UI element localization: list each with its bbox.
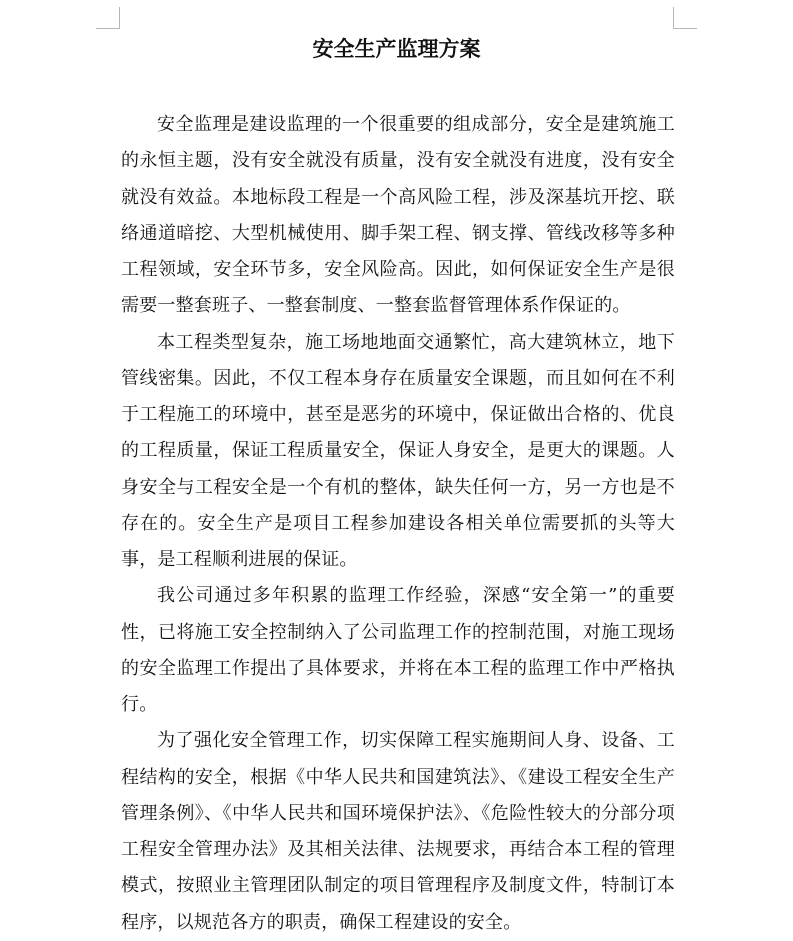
page-corner-mark-top-left bbox=[96, 7, 120, 29]
paragraph-4: 为了强化安全管理工作，切实保障工程实施期间人身、设备、工程结构的安全，根据《中华人民共和国建筑法》、《建设工程安全生产管理条例》、《中华人民共和国环境保护法》、《危险性较大的分部分项工程安全管理办法》及其相关法律、法规要求，再结合本工程的管理模式，按照业主管理团队制定的项目管理程序及制度文件，特制订本程序，以规范各方的职责，确保工程建设的安全。 bbox=[121, 730, 675, 933]
page-corner-mark-top-right bbox=[673, 7, 697, 29]
paragraph-1: 安全监理是建设监理的一个很重要的组成部分，安全是建筑施工的永恒主题，没有安全就没有质量，没有安全就没有进度，没有安全就没有效益。本地标段工程是一个高风险工程，涉及深基坑开挖、联络通道暗挖、大型机械使用、脚手架工程、钢支撑、管线改移等多种工程领域，安全环节多，安全风险高。因此，如何保证安全生产是很需要一整套班子、一整套制度、一整套监督管理体系作保证的。 bbox=[121, 114, 675, 317]
page-title: 安全生产监理方案 bbox=[312, 37, 481, 61]
paragraph-2: 本工程类型复杂，施工场地地面交通繁忙，高大建筑林立，地下管线密集。因此，不仅工程本身存在质量安全课题，而且如何在不利于工程施工的环境中，甚至是恶劣的环境中，保证做出合格的、优良的工程质量，保证工程质量安全，保证人身安全，是更大的课题。人身安全与工程安全是一个有机的整体，缺失任何一方，另一方也是不存在的。安全生产是项目工程参加建设各相关单位需要抓的头等大事，是工程顺利进展的保证。 bbox=[121, 331, 675, 570]
document-body bbox=[121, 107, 675, 941]
paragraph-3: 我公司通过多年积累的监理工作经验，深感“安全第一”的重要性，已将施工安全控制纳入了公司监理工作的控制范围，对施工现场的安全监理工作提出了具体要求，并将在本工程的监理工作中严格执行。 bbox=[121, 585, 675, 715]
